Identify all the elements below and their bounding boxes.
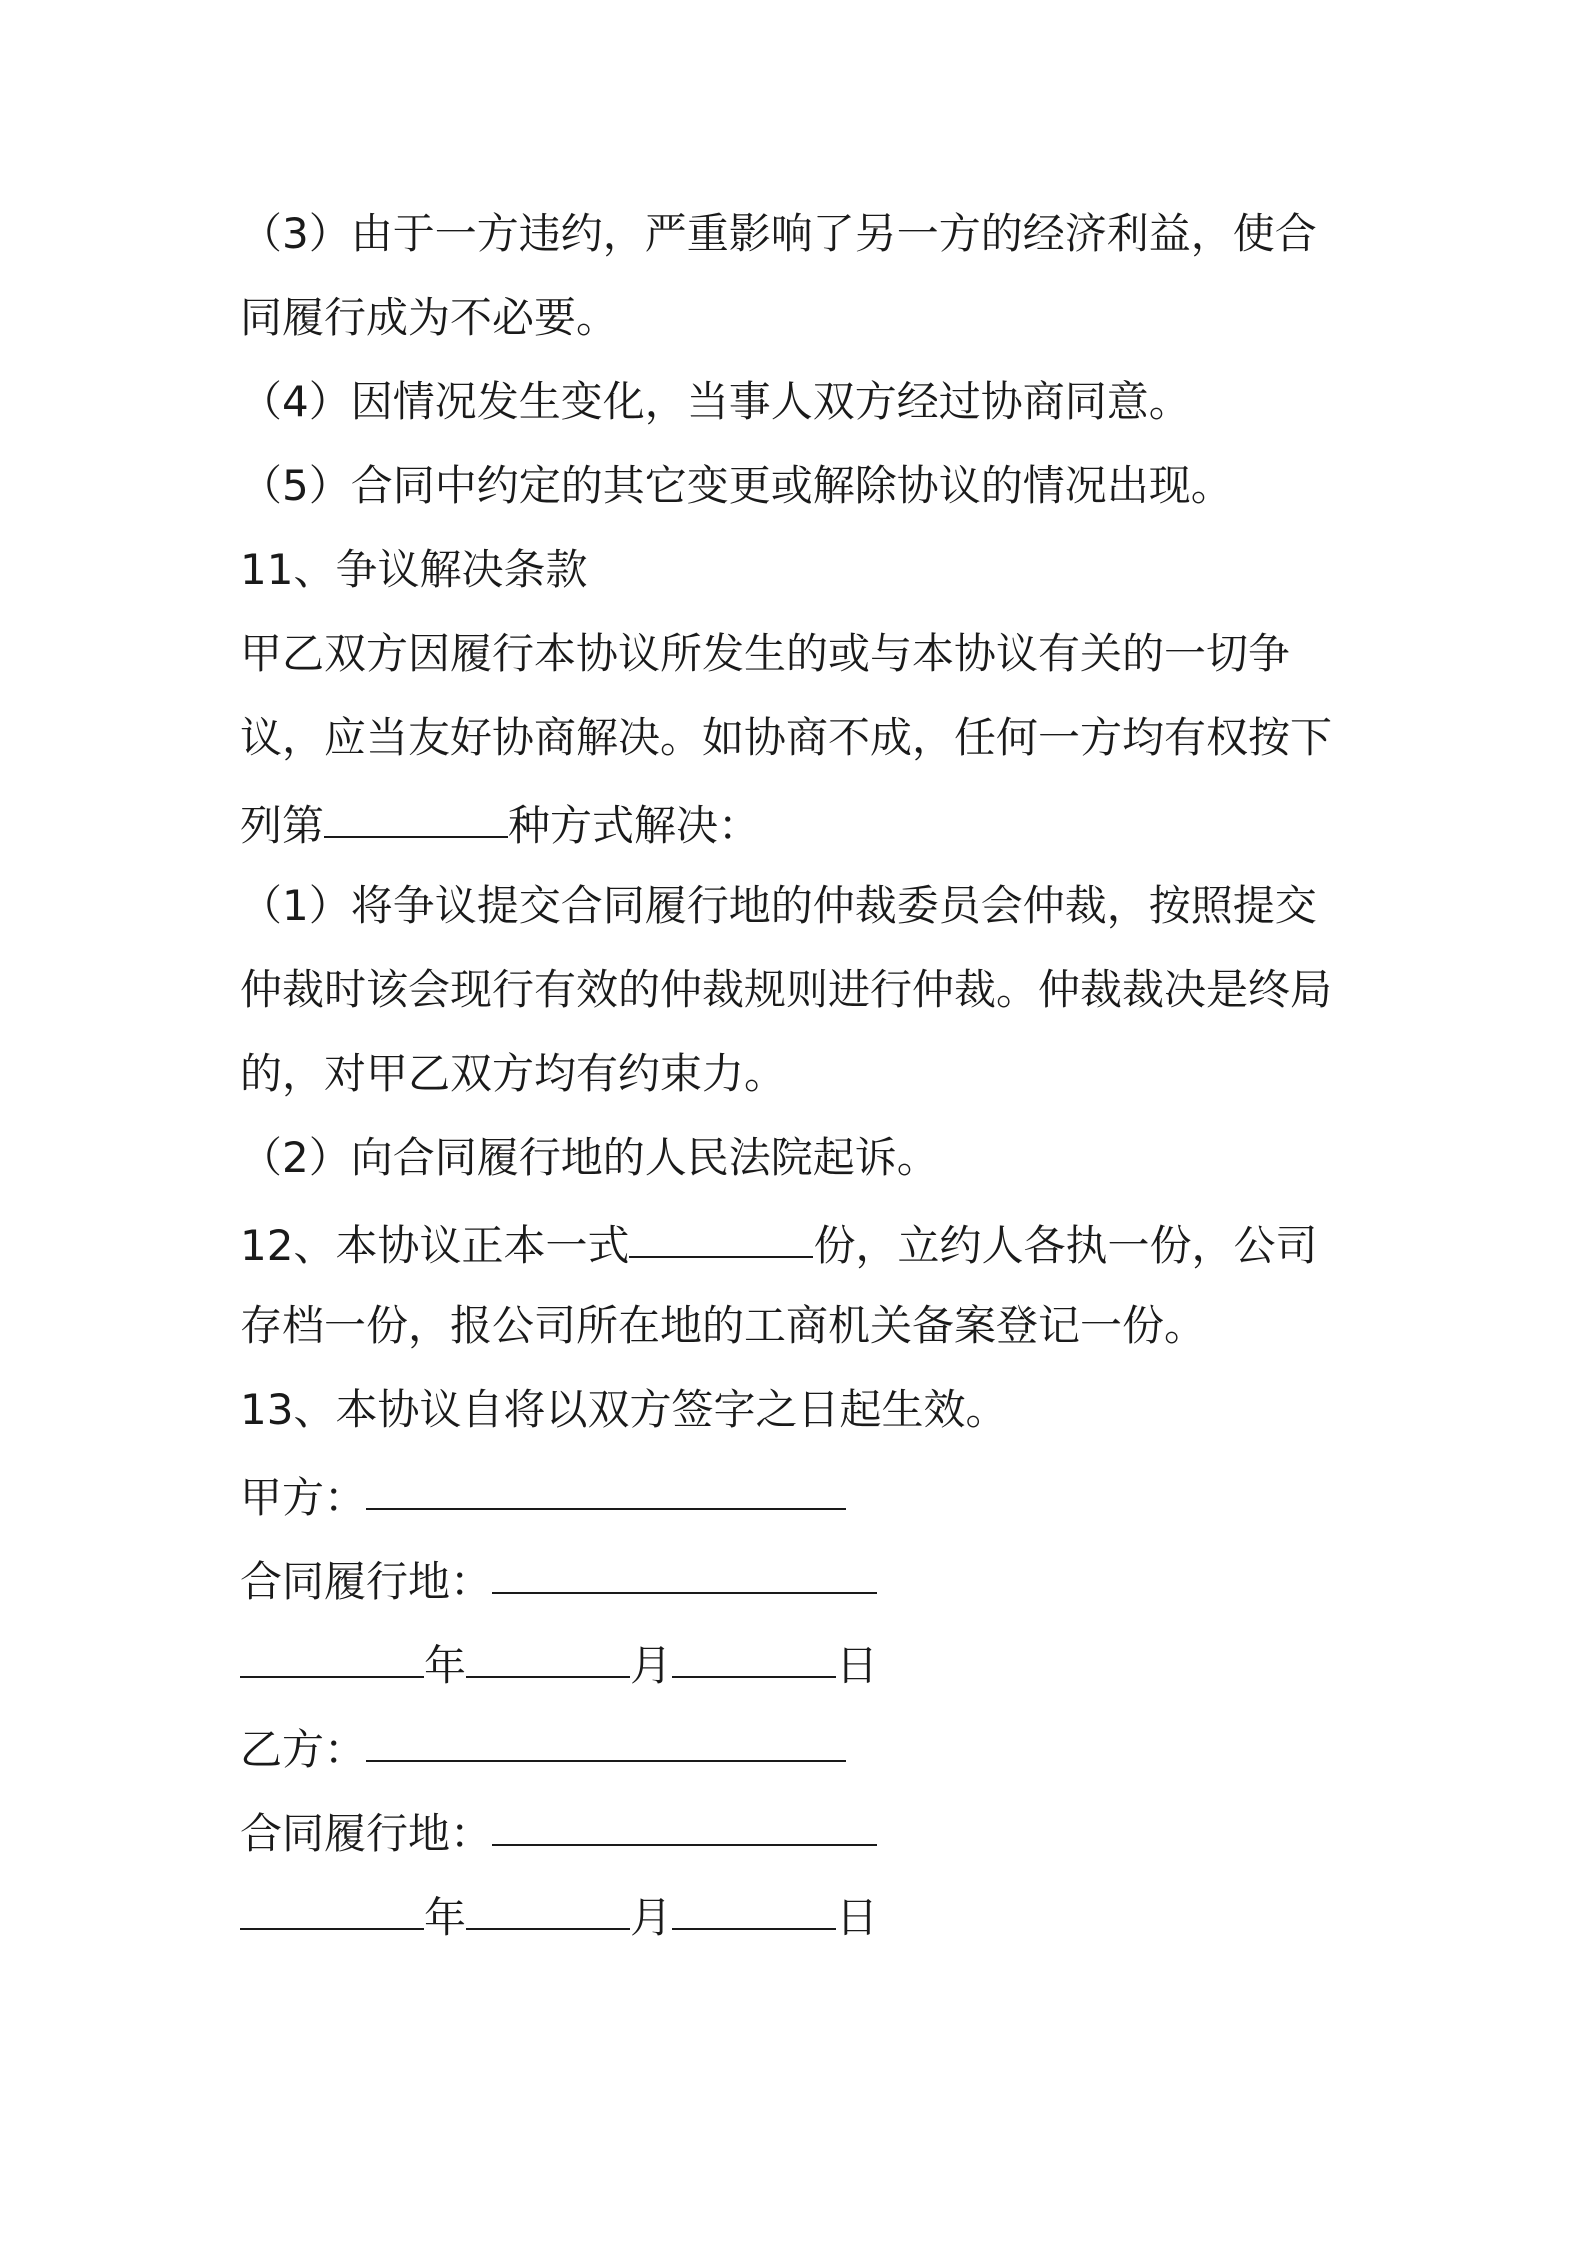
day-label: 日: [836, 1893, 879, 1942]
clause11-item1-line1: （1）将争议提交合同履行地的仲裁委员会仲裁，按照提交: [240, 881, 1317, 930]
clause12-post: 份，立约人各执一份，公司: [813, 1221, 1318, 1270]
party-a-year-blank[interactable]: [240, 1618, 424, 1678]
party-a-day-blank[interactable]: [672, 1618, 836, 1678]
clause11-body-post: 种方式解决：: [508, 801, 761, 850]
month-label: 月: [630, 1893, 673, 1942]
party-a-place-line: [240, 1536, 1360, 1620]
clause11-body-line1: 甲乙双方因履行本协议所发生的或与本协议有关的一切争: [240, 629, 1291, 678]
clause11-body-pre: 列第: [240, 801, 325, 850]
clause10-item5: （5）合同中约定的其它变更或解除协议的情况出现。: [240, 461, 1233, 510]
party-b-line: [240, 1704, 1360, 1788]
party-b-month-blank[interactable]: [466, 1870, 630, 1930]
method-number-blank[interactable]: [324, 778, 508, 838]
party-b-day-blank[interactable]: [672, 1870, 836, 1930]
month-label: 月: [630, 1641, 673, 1690]
clause12-pre: 12、本协议正本一式: [240, 1221, 630, 1270]
clause11-title: 11、争议解决条款: [240, 545, 588, 594]
party-b-blank[interactable]: [366, 1702, 846, 1762]
clause13: 13、本协议自将以双方签字之日起生效。: [240, 1385, 1008, 1434]
party-a-blank[interactable]: [366, 1450, 846, 1510]
clause10-item3-line2: 同履行成为不必要。: [240, 293, 619, 342]
party-a-label: 甲方：: [240, 1473, 367, 1522]
copies-count-blank[interactable]: [629, 1198, 813, 1258]
day-label: 日: [836, 1641, 879, 1690]
party-a-place-label: 合同履行地：: [240, 1557, 493, 1606]
party-b-place-line: [240, 1788, 1360, 1872]
clause11-body-line2: 议，应当友好协商解决。如协商不成，任何一方均有权按下: [240, 713, 1333, 762]
clause11-item2: （2）向合同履行地的人民法院起诉。: [240, 1133, 939, 1182]
document-body: [240, 192, 1360, 1956]
party-b-place-label: 合同履行地：: [240, 1809, 493, 1858]
clause10-item3-line1: （3）由于一方违约，严重影响了另一方的经济利益，使合: [240, 209, 1317, 258]
party-a-date-line: [240, 1620, 1360, 1704]
clause12-line1: [240, 1200, 1360, 1284]
party-a-line: [240, 1452, 1360, 1536]
party-b-year-blank[interactable]: [240, 1870, 424, 1930]
year-label: 年: [424, 1893, 467, 1942]
clause12-line2: 存档一份，报公司所在地的工商机关备案登记一份。: [240, 1301, 1207, 1350]
clause11-body-line3: [240, 780, 1360, 864]
party-a-place-blank[interactable]: [492, 1534, 877, 1594]
clause10-item4: （4）因情况发生变化，当事人双方经过协商同意。: [240, 377, 1191, 426]
party-b-place-blank[interactable]: [492, 1786, 877, 1846]
party-b-label: 乙方：: [240, 1725, 367, 1774]
clause11-item1-line2: 仲裁时该会现行有效的仲裁规则进行仲裁。仲裁裁决是终局: [240, 965, 1333, 1014]
clause11-item1-line3: 的，对甲乙双方均有约束力。: [240, 1049, 787, 1098]
party-b-date-line: [240, 1872, 1360, 1956]
party-a-month-blank[interactable]: [466, 1618, 630, 1678]
year-label: 年: [424, 1641, 467, 1690]
